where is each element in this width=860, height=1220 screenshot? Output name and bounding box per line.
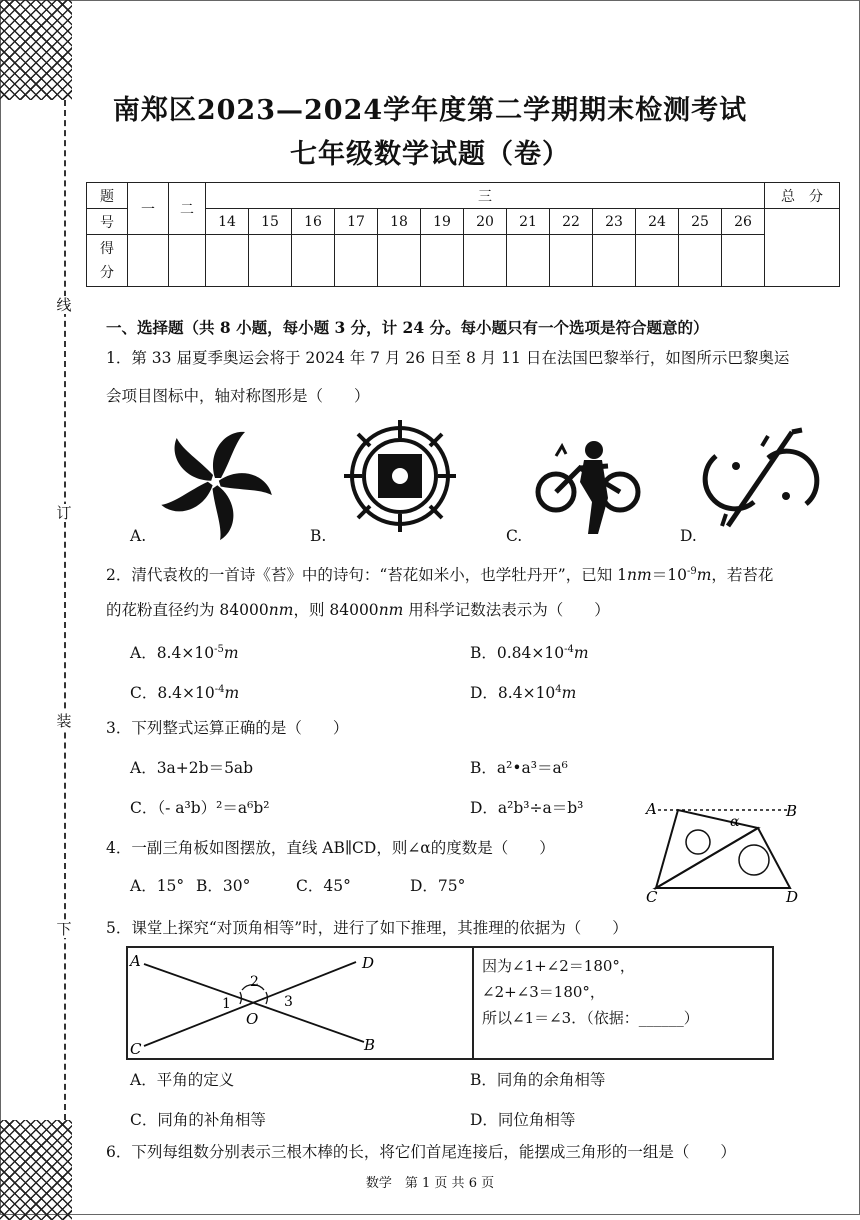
- score-cell[interactable]: [169, 235, 206, 287]
- score-cell[interactable]: [249, 235, 292, 287]
- score-num: 14: [206, 209, 249, 235]
- score-cell[interactable]: [128, 235, 169, 287]
- score-num: 20: [464, 209, 507, 235]
- score-label-ti: 题: [87, 183, 128, 209]
- q4-option-b[interactable]: B．30°: [196, 877, 251, 895]
- score-num: 26: [722, 209, 765, 235]
- target-icon: [344, 420, 456, 532]
- q4-label-c: C: [646, 888, 658, 906]
- score-num: 21: [507, 209, 550, 235]
- q5-box-divider: [472, 948, 474, 1058]
- score-label-hao: 号: [87, 209, 128, 235]
- binding-dashed-line: [64, 100, 66, 1120]
- hatch-pattern-bottom: [0, 1120, 72, 1220]
- score-cell[interactable]: [636, 235, 679, 287]
- score-cell[interactable]: [550, 235, 593, 287]
- q1-stem-line1: 1．第 33 届夏季奥运会将于 2024 年 7 月 26 日至 8 月 11 日在法国巴黎举行，如图所示巴黎奥运: [106, 349, 790, 367]
- exam-subtitle: 七年级数学试题（卷）: [290, 139, 570, 170]
- q1-option-a[interactable]: A.: [130, 527, 147, 545]
- score-num: 18: [378, 209, 421, 235]
- score-total-cell[interactable]: [765, 209, 840, 287]
- score-num: 16: [292, 209, 335, 235]
- score-cell[interactable]: [679, 235, 722, 287]
- q3-option-a[interactable]: A．3a+2b＝5ab: [130, 759, 254, 777]
- q5-label-b: B: [364, 1036, 376, 1054]
- q4-label-b: B: [786, 802, 798, 820]
- q4-option-c[interactable]: C．45°: [296, 877, 351, 895]
- q4-option-d[interactable]: D．75°: [410, 877, 466, 895]
- pinwheel-icon: [160, 426, 270, 538]
- page-footer: 数学 第 1 页 共 6 页: [365, 1176, 495, 1191]
- q4-label-alpha: α: [730, 814, 740, 830]
- score-col-2: 二: [169, 183, 206, 235]
- q5-proof-line2: ∠2+∠3＝180°，: [482, 983, 605, 1001]
- q3-stem: 3．下列整式运算正确的是（ ）: [106, 719, 349, 737]
- score-cell[interactable]: [292, 235, 335, 287]
- q2-stem-line1: 2．清代袁枚的一首诗《苔》中的诗句：“苔花如米小，也学牡丹开”，已知 $1nm=10^{-9}m$，若苔花: [106, 566, 774, 585]
- score-cell[interactable]: [335, 235, 378, 287]
- q1-stem-line2: 会项目图标中，轴对称图形是（ ）: [106, 387, 370, 405]
- q5-stem: 5．课堂上探究“对顶角相等”时，进行了如下推理，其推理的依据为（ ）: [106, 919, 628, 937]
- score-num: 22: [550, 209, 593, 235]
- exam-title: 南郑区2023—2024学年度第二学期期末检测考试: [112, 95, 748, 126]
- score-num: 15: [249, 209, 292, 235]
- q4-label-a: A: [646, 800, 657, 818]
- q5-option-a[interactable]: A．平角的定义: [130, 1071, 235, 1089]
- q5-label-c: C: [130, 1040, 142, 1058]
- score-cell[interactable]: [507, 235, 550, 287]
- binding-mark-ding: 订: [54, 504, 74, 522]
- q1-option-b[interactable]: B.: [310, 527, 327, 545]
- q5-figure-box: [126, 946, 774, 1060]
- score-num: 17: [335, 209, 378, 235]
- q5-angle-3: 3: [284, 994, 293, 1010]
- q5-angle-1: 1: [222, 996, 231, 1012]
- score-col-3: 三: [206, 183, 765, 209]
- q5-label-d: D: [362, 954, 375, 972]
- score-cell[interactable]: [722, 235, 765, 287]
- q5-proof-line3: 所以∠1＝∠3．（依据：______）: [482, 1009, 699, 1027]
- q4-option-a[interactable]: A．15°: [130, 877, 185, 895]
- q5-option-b[interactable]: B．同角的余角相等: [470, 1071, 606, 1089]
- q2-option-d[interactable]: D．$8.4\times 10^4m$: [470, 684, 577, 703]
- score-label-defen: 得 分: [87, 235, 128, 287]
- q1-option-c[interactable]: C.: [506, 527, 523, 545]
- bmx-icon: [706, 426, 818, 534]
- score-num: 23: [593, 209, 636, 235]
- score-cell[interactable]: [378, 235, 421, 287]
- score-cell[interactable]: [421, 235, 464, 287]
- score-num: 19: [421, 209, 464, 235]
- score-col-1: 一: [128, 183, 169, 235]
- q5-label-o: O: [246, 1010, 259, 1028]
- score-cell[interactable]: [593, 235, 636, 287]
- score-table: [86, 182, 840, 287]
- q5-label-a: A: [130, 952, 141, 970]
- q3-option-c[interactable]: C．（- a³b）²＝a⁶b²: [130, 799, 270, 817]
- q2-option-b[interactable]: B．$0.84\times 10^{-4}m$: [470, 644, 589, 663]
- q3-option-b[interactable]: B．a²•a³＝a⁶: [470, 759, 568, 777]
- section1-header: 一、选择题（共 8 小题，每小题 3 分，计 24 分。每小题只有一个选项是符合题意的）: [106, 318, 709, 337]
- cyclist-icon: [532, 438, 644, 538]
- q4-triangle-figure: [644, 800, 804, 904]
- q4-stem: 4．一副三角板如图摆放，直线 AB∥CD，则∠α的度数是（ ）: [106, 839, 555, 857]
- q2-option-a[interactable]: A．$8.4\times 10^{-5}m$: [130, 644, 239, 663]
- score-cell[interactable]: [206, 235, 249, 287]
- q2-option-c[interactable]: C．$8.4\times 10^{-4}m$: [130, 684, 240, 703]
- binding-mark-xia: 下: [54, 920, 74, 938]
- q5-angle-2: 2: [250, 974, 259, 990]
- q6-stem: 6．下列每组数分别表示三根木棒的长，将它们首尾连接后，能摆成三角形的一组是（ ）: [106, 1143, 736, 1161]
- binding-mark-xian: 线: [54, 296, 74, 314]
- q5-option-d[interactable]: D．同位角相等: [470, 1111, 576, 1129]
- q3-option-d[interactable]: D．a²b³÷a＝b³: [470, 799, 584, 817]
- binding-mark-zhuang: 装: [54, 712, 74, 730]
- hatch-pattern-top: [0, 0, 72, 100]
- score-cell[interactable]: [464, 235, 507, 287]
- q5-intersecting-lines-figure: [128, 948, 472, 1058]
- q5-proof-line1: 因为∠1+∠2＝180°，: [482, 957, 635, 975]
- score-total: 总 分: [765, 183, 840, 209]
- q4-label-d: D: [786, 888, 799, 906]
- q1-option-d[interactable]: D.: [680, 527, 697, 545]
- q2-stem-line2: 的花粉直径约为 84000nm，则 84000nm 用科学记数法表示为（ ）: [106, 601, 610, 619]
- score-num: 25: [679, 209, 722, 235]
- score-num: 24: [636, 209, 679, 235]
- q5-option-c[interactable]: C．同角的补角相等: [130, 1111, 266, 1129]
